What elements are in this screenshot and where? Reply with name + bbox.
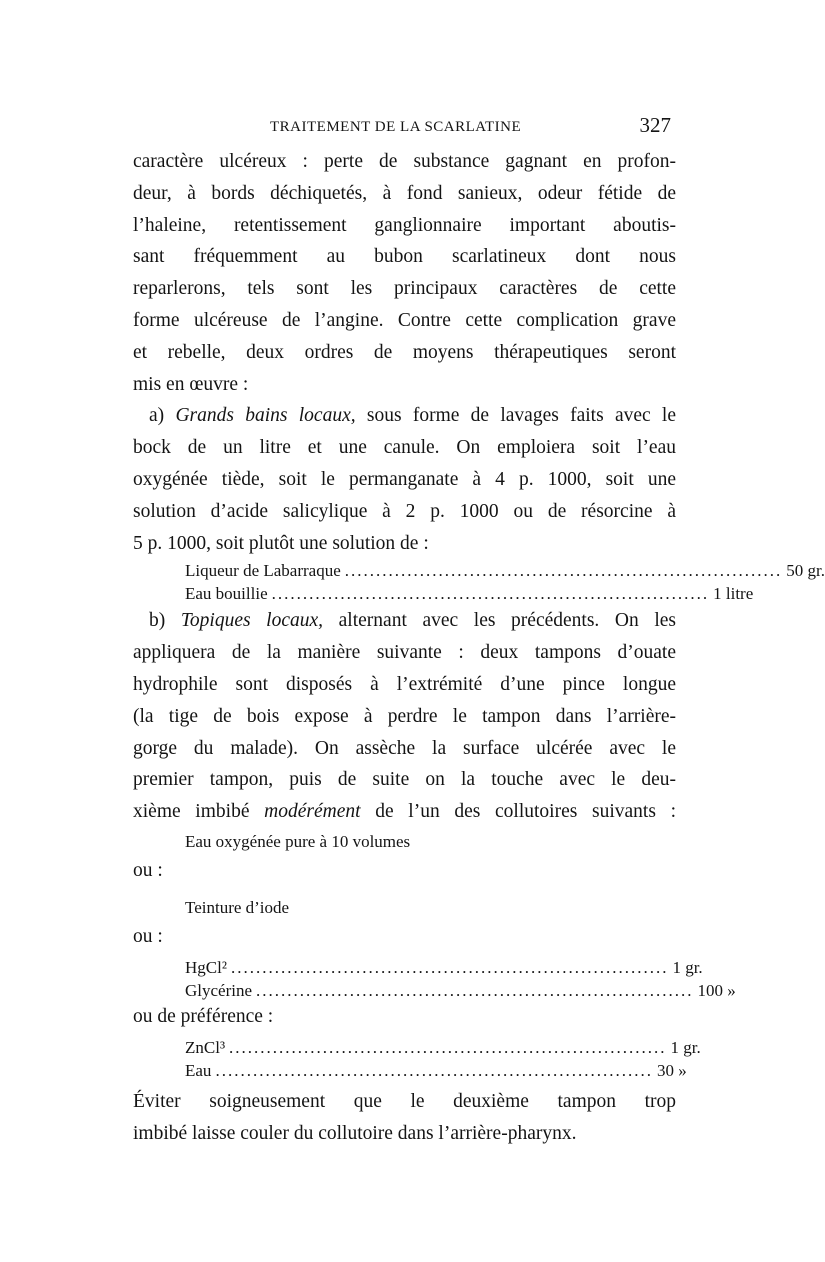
section-a-first-line-rest: sous forme de lavages faits avec le bbox=[366, 405, 677, 427]
section-b-first-line bbox=[133, 605, 676, 637]
text-line: deur, à bords déchiquetés, à fond sanieux, odeur fétide de bbox=[133, 182, 676, 204]
section-b-first-line-rest: alternant avec les précédents. On les bbox=[338, 610, 677, 632]
text-line: imbibé laisse couler du collutoire dans l’arrière-pharynx. bbox=[133, 1122, 577, 1144]
ingredient-name: Eau bouillie bbox=[185, 584, 268, 604]
section-b-paragraph bbox=[133, 605, 676, 828]
dot-leader: ...................................................................... bbox=[271, 584, 710, 604]
text-line: caractère ulcéreux : perte de substance gagnant en profon- bbox=[133, 151, 676, 172]
section-a-first-line bbox=[133, 400, 676, 432]
section-b-title: Topiques locaux, bbox=[180, 610, 324, 632]
text-line: reparlerons, tels sont les principaux caractères de cette bbox=[133, 278, 676, 300]
text-line: l’haleine, retentissement ganglionnaire important aboutis- bbox=[133, 214, 676, 236]
page-number: 327 bbox=[639, 113, 671, 137]
ingredient-quantity: 1 gr. bbox=[670, 1037, 701, 1057]
italic-term: modérément bbox=[264, 801, 361, 823]
section-b-last-line bbox=[133, 796, 676, 828]
running-title: TRAITEMENT DE LA SCARLATINE bbox=[270, 119, 522, 135]
ingredient-name: ZnCl³ bbox=[185, 1037, 226, 1057]
section-a-paragraph bbox=[133, 400, 676, 559]
section-a-marker: a) bbox=[149, 405, 165, 427]
ingredient-quantity: 1 litre bbox=[713, 584, 754, 604]
recipe-zncl bbox=[185, 1036, 701, 1082]
text-line: forme ulcéreuse de l’angine. Contre cette complication grave bbox=[133, 309, 676, 331]
preference-label: ou de préférence : bbox=[133, 1005, 274, 1027]
recipe-row bbox=[185, 1036, 701, 1059]
text-line: gorge du malade). On assèche la surface ulcérée avec le bbox=[133, 737, 676, 759]
intro-paragraph bbox=[133, 146, 676, 400]
recipe-row bbox=[185, 1059, 687, 1082]
text-line: 5 p. 1000, soit plutôt une solution de : bbox=[133, 532, 429, 554]
dot-leader: ...................................................................... bbox=[230, 957, 669, 977]
ingredient-name: HgCl² bbox=[185, 957, 227, 977]
text-line: solution d’acide salicylique à 2 p. 1000 ou de résorcine à bbox=[133, 500, 676, 522]
text-line: Éviter soigneusement que le deuxième tampon trop bbox=[133, 1090, 676, 1112]
text-line: premier tampon, puis de suite on la touche avec le deu- bbox=[133, 769, 676, 791]
text-segment: de l’un des collutoires suivants : bbox=[375, 801, 677, 823]
text-line: bock de un litre et une canule. On emploiera soit l’eau bbox=[133, 437, 676, 459]
ingredient-quantity: 50 gr. bbox=[786, 561, 825, 581]
section-a-title: Grands bains locaux, bbox=[175, 405, 356, 427]
recipe-row bbox=[185, 559, 825, 582]
text-line: sant fréquemment au bubon scarlatineux dont nous bbox=[133, 246, 676, 268]
recipe-row bbox=[185, 979, 736, 1002]
section-b-marker: b) bbox=[149, 610, 166, 632]
collutoire-option-2: Teinture d’iode bbox=[185, 897, 290, 917]
ingredient-quantity: 100 » bbox=[697, 980, 736, 1000]
or-label: ou : bbox=[133, 925, 163, 947]
ingredient-name: Glycérine bbox=[185, 980, 253, 1000]
text-segment: xième imbibé bbox=[133, 801, 250, 823]
ingredient-quantity: 30 » bbox=[656, 1060, 687, 1080]
closing-paragraph bbox=[133, 1086, 676, 1150]
collutoire-option-1: Eau oxygénée pure à 10 volumes bbox=[185, 831, 411, 851]
ingredient-name: Eau bbox=[185, 1060, 212, 1080]
text-line: (la tige de bois expose à perdre le tampon dans l’arrière- bbox=[133, 705, 676, 727]
ingredient-name: Liqueur de Labarraque bbox=[185, 561, 341, 581]
recipe-hgcl bbox=[185, 956, 736, 1002]
recipe-row bbox=[185, 582, 754, 605]
text-line: et rebelle, deux ordres de moyens thérapeutiques seront bbox=[133, 341, 676, 363]
recipe-row bbox=[185, 956, 703, 979]
ingredient-quantity: 1 gr. bbox=[672, 957, 703, 977]
or-label: ou : bbox=[133, 859, 163, 881]
body-text bbox=[133, 146, 825, 1150]
dot-leader: ...................................................................... bbox=[229, 1037, 667, 1057]
text-line: mis en œuvre : bbox=[133, 373, 249, 395]
recipe-labarraque bbox=[185, 559, 825, 605]
running-header bbox=[130, 113, 675, 143]
text-line: appliquera de la manière suivante : deux tampons d’ouate bbox=[133, 642, 676, 664]
dot-leader: ...................................................................... bbox=[256, 980, 694, 1000]
dot-leader: ...................................................................... bbox=[344, 561, 783, 581]
text-line: oxygénée tiède, soit le permanganate à 4 p. 1000, soit une bbox=[133, 468, 676, 490]
text-line: hydrophile sont disposés à l’extrémité d’une pince longue bbox=[133, 673, 676, 695]
dot-leader: ...................................................................... bbox=[215, 1060, 653, 1080]
